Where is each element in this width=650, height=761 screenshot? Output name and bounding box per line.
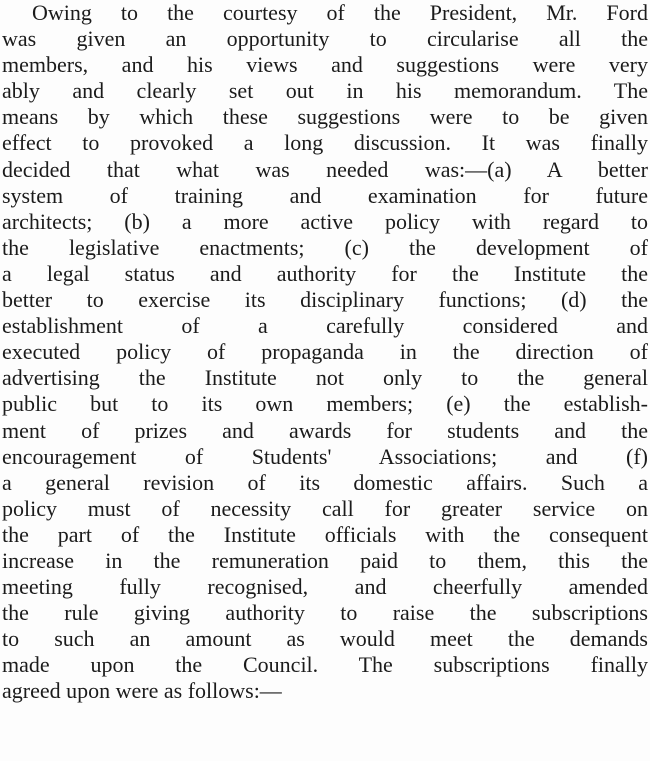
text-line: the legislative enactments; (c) the development of bbox=[2, 234, 648, 260]
text-line: agreed upon were as follows:— bbox=[2, 678, 282, 704]
text-line: the part of the Institute officials with the consequent bbox=[2, 521, 648, 547]
text-line: the rule giving authority to raise the subscriptions bbox=[2, 600, 648, 626]
text-line: ment of prizes and awards for students and the bbox=[2, 417, 648, 443]
text-line: establishment of a carefully considered and bbox=[2, 313, 648, 339]
text-line: a general revision of its domestic affairs. Such a bbox=[2, 469, 648, 495]
text-line: to such an amount as would meet the demands bbox=[2, 626, 648, 652]
text-line: means by which these suggestions were to be given bbox=[2, 104, 648, 130]
text-line: made upon the Council. The subscriptions finally bbox=[2, 652, 648, 678]
text-line: system of training and examination for future bbox=[2, 182, 648, 208]
text-line: architects; (b) a more active policy with regard to bbox=[2, 208, 648, 234]
text-line: effect to provoked a long discussion. It was finally bbox=[2, 130, 648, 156]
text-line: policy must of necessity call for greater service on bbox=[2, 495, 648, 521]
text-line: increase in the remuneration paid to them, this the bbox=[2, 547, 648, 573]
text-line: public but to its own members; (e) the establish- bbox=[2, 391, 648, 417]
text-line: encouragement of Students' Associations; and (f) bbox=[2, 443, 648, 469]
text-line: was given an opportunity to circularise all the bbox=[2, 26, 648, 52]
text-line: ably and clearly set out in his memorandum. The bbox=[2, 78, 648, 104]
text-line: Owing to the courtesy of the President, Mr. Ford bbox=[32, 0, 648, 25]
text-line: members, and his views and suggestions were very bbox=[2, 52, 648, 78]
text-line: advertising the Institute not only to the general bbox=[2, 365, 648, 391]
text-line: meeting fully recognised, and cheerfully amended bbox=[2, 574, 648, 600]
body-paragraph bbox=[2, 0, 648, 705]
text-line: decided that what was needed was:—(a) A better bbox=[2, 156, 648, 182]
text-line: executed policy of propaganda in the direction of bbox=[2, 339, 648, 365]
text-line: a legal status and authority for the Institute the bbox=[2, 260, 648, 286]
text-line: better to exercise its disciplinary functions; (d) the bbox=[2, 287, 648, 313]
